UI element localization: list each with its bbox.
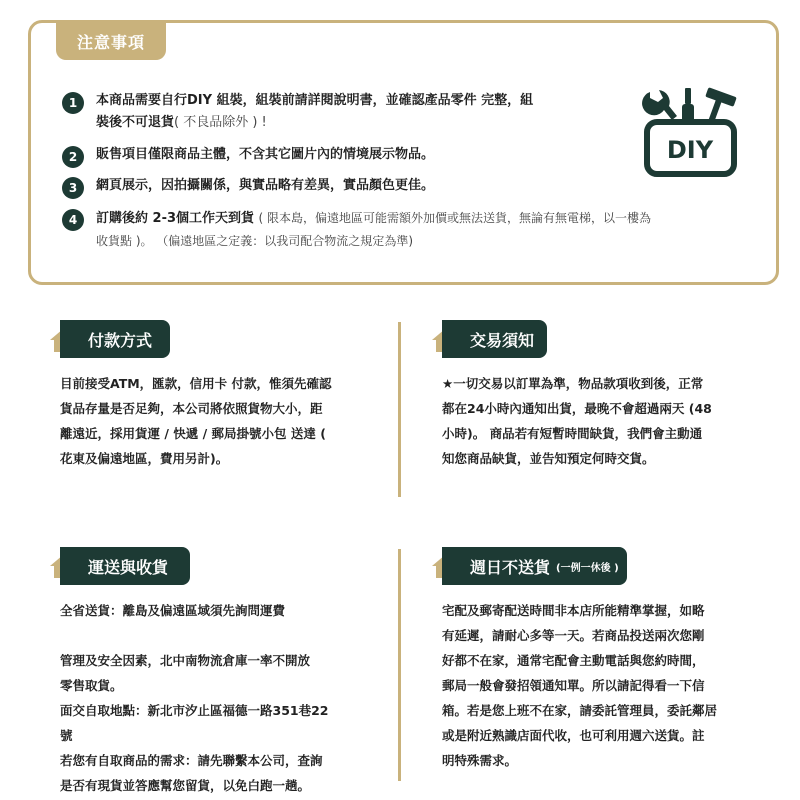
notice-item-text: 網頁展示，因拍攝關係，與實品略有差異，實品顏色更佳。 xyxy=(96,178,435,193)
notice-item-3 xyxy=(62,175,434,199)
number-badge: 2 xyxy=(62,146,84,168)
notice-item-1 xyxy=(62,90,636,134)
notice-item-2 xyxy=(62,144,434,168)
section-title-shipping: 運送與收貨 xyxy=(60,547,190,585)
diy-tools-icon xyxy=(632,84,747,189)
divider xyxy=(398,322,401,497)
divider xyxy=(398,549,401,781)
notice-item-note: ( 不良品除外 ) ! xyxy=(174,115,267,130)
number-badge: 1 xyxy=(62,92,84,114)
shipping-text: 全省送貨：離島及偏遠區域須先詢問運費 管理及安全因素，北中南物流倉庫一率不開放 零售取貨。 面交自取地點：新北市汐止區福德一路351巷22 號 若您有自取商品的需求：請先聯繫本公司，查詢 是否有現貨並答應幫您留貨，以免白跑一趟。 xyxy=(60,603,329,793)
payment-text: 目前接受ATM，匯款，信用卡 付款，惟須先確認 貨品存量是否足夠，本公司將依照貨物大小，距 離遠近，採用貨運 / 快遞 / 郵局掛號小包 送達 ( 花東及偏遠地區，費用另計)。 xyxy=(60,376,332,466)
notice-item-4 xyxy=(62,207,776,252)
section-title-sunday: 週日不送貨 (一例一休後 ) xyxy=(442,547,627,585)
number-badge: 4 xyxy=(62,209,84,231)
diy-label: DIY xyxy=(666,136,714,164)
notice-item-text: 販售項目僅限商品主體，不含其它圖片內的情境展示物品。 xyxy=(96,147,435,162)
section-subtitle: (一例一休後 ) xyxy=(556,562,619,574)
notice-item-text: 本商品需要自行DIY 組裝，組裝前請詳閱說明書，並確認產品零件 完整，組 xyxy=(96,93,534,108)
notice-item-note: ( 限本島，偏遠地區可能需額外加價或無法送貨，無論有無電梯，以一樓為 xyxy=(258,211,652,225)
notice-item-note: 收貨點 )。 （偏遠地區之定義：以我司配合物流之規定為準) xyxy=(96,234,413,248)
terms-text: ★一切交易以訂單為準，物品款項收到後，正常 都在24小時內通知出貨，最晚不會超過兩天 (48 小時)。 商品若有短暫時間缺貨，我們會主動通 知您商品缺貨，並告知預定何時交貨。 xyxy=(442,376,712,466)
notice-item-text: 裝後不可退貨 xyxy=(96,115,175,130)
section-title-terms: 交易須知 xyxy=(442,320,547,358)
sunday-text: 宅配及郵寄配送時間非本店所能精準掌握，如略 有延遲，請耐心多等一天。若商品投送兩次您剛 好都不在家，通常宅配會主動電話與您約時間， 郵局一般會發招領通知單。所以請記得看一下信 箱。若是您上班不在家，請委託管理員，委託鄰居 或是附近熟識店面代收，也可利用週六送貨。註 明特殊需求。 xyxy=(442,603,718,768)
section-title-payment: 付款方式 xyxy=(60,320,170,358)
number-badge: 3 xyxy=(62,177,84,199)
notice-title: 注意事項 xyxy=(56,22,166,60)
notice-item-text: 訂購後約 2-3個工作天到貨 xyxy=(96,211,255,226)
